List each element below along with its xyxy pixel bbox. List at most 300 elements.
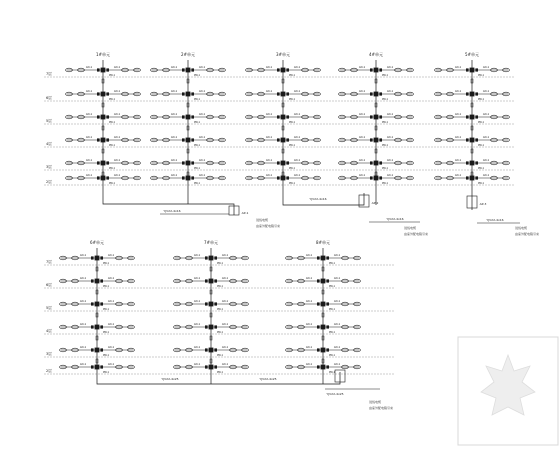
- junction-box: [470, 138, 475, 143]
- feed-label: YJV22-4x25: [259, 377, 277, 381]
- column-header: 2#单元: [181, 52, 195, 57]
- junction-box: [95, 279, 100, 284]
- branch-label: AD-1: [265, 174, 273, 177]
- branch-label: AD-1: [85, 159, 93, 162]
- riser-tag: PW-1: [381, 98, 389, 101]
- breaker-left: [205, 302, 208, 305]
- riser-tag: PW-1: [288, 98, 296, 101]
- branch-label: AD-1: [113, 66, 121, 69]
- breaker-right: [100, 348, 103, 351]
- breaker-left: [317, 302, 320, 305]
- branch-label: AD-1: [265, 136, 273, 139]
- riser-tag: PW-1: [102, 354, 110, 357]
- breaker-right: [475, 68, 478, 71]
- branch-label: AD-1: [454, 66, 462, 69]
- riser-tag: PW-1: [102, 371, 110, 374]
- column-header: 5#单元: [465, 52, 479, 57]
- breaker-left: [370, 161, 373, 164]
- branch-label: AD-1: [113, 113, 121, 116]
- note-line: 由室外配电箱引来: [515, 232, 540, 236]
- note-line: 由室外配电箱引来: [256, 224, 281, 228]
- branch-label: AD-1: [107, 346, 115, 349]
- floor-label: 3层: [46, 165, 52, 169]
- riser-tag: PW-1: [328, 262, 336, 265]
- junction-box: [209, 348, 214, 353]
- branch-label: AD-1: [293, 66, 301, 69]
- branch-label: AD-1: [333, 254, 341, 257]
- riser-tag: PW-1: [328, 285, 336, 288]
- riser-tag: PW-1: [108, 144, 116, 147]
- branch-label: AD-1: [305, 323, 313, 326]
- breaker-right: [326, 256, 329, 259]
- branch-label: AD-1: [454, 136, 462, 139]
- floor-label: 3层: [46, 352, 52, 356]
- riser-column: [246, 51, 321, 196]
- breaker-right: [214, 302, 217, 305]
- breaker-right: [106, 115, 109, 118]
- branch-label: AD-1: [305, 363, 313, 366]
- riser-tag: PW-1: [477, 98, 485, 101]
- junction-box: [209, 365, 214, 370]
- branch-label: AD-1: [113, 136, 121, 139]
- branch-label: AD-1: [170, 66, 178, 69]
- branch-label: AD-1: [482, 113, 490, 116]
- riser-column: [66, 51, 141, 196]
- riser-tag: PW-1: [477, 144, 485, 147]
- junction-box: [209, 302, 214, 307]
- branch-label: AD-1: [193, 323, 201, 326]
- riser-tag: PW-1: [102, 262, 110, 265]
- breaker-right: [191, 138, 194, 141]
- breaker-left: [97, 68, 100, 71]
- breaker-left: [91, 365, 94, 368]
- breaker-right: [106, 176, 109, 179]
- floor-label: 5层: [46, 306, 52, 310]
- riser-tag: PW-1: [381, 74, 389, 77]
- branch-label: AD-1: [358, 136, 366, 139]
- branch-label: AD-1: [482, 66, 490, 69]
- breaker-right: [326, 348, 329, 351]
- branch-label: AD-1: [305, 254, 313, 257]
- breaker-right: [286, 68, 289, 71]
- branch-label: AD-1: [193, 363, 201, 366]
- junction-box: [321, 256, 326, 261]
- junction-box: [186, 68, 191, 73]
- branch-label: AD-1: [293, 159, 301, 162]
- riser-column: [339, 51, 414, 196]
- riser-tag: PW-1: [108, 182, 116, 185]
- feed-label: YJV22-4x16: [386, 217, 404, 221]
- branch-label: AD-1: [221, 277, 229, 280]
- breaker-right: [475, 115, 478, 118]
- breaker-right: [326, 302, 329, 305]
- column-header: 7#单元: [204, 240, 218, 245]
- branch-label: AD-1: [265, 159, 273, 162]
- branch-label: AD-1: [482, 90, 490, 93]
- junction-box: [186, 115, 191, 120]
- riser-column: [151, 51, 226, 196]
- breaker-left: [466, 138, 469, 141]
- branch-label: AD-1: [107, 277, 115, 280]
- breaker-left: [182, 161, 185, 164]
- breaker-right: [286, 115, 289, 118]
- branch-label: AD-1: [482, 136, 490, 139]
- breaker-left: [370, 138, 373, 141]
- riser-tag: PW-1: [477, 121, 485, 124]
- branch-label: AD-1: [333, 323, 341, 326]
- junction-box: [374, 92, 379, 97]
- breaker-right: [379, 92, 382, 95]
- junction-box: [374, 138, 379, 143]
- branch-label: AD-1: [79, 300, 87, 303]
- feed-label: YJV22-4x25: [326, 392, 344, 396]
- branch-label: AD-1: [482, 174, 490, 177]
- floor-label: 4层: [46, 142, 52, 146]
- breaker-right: [191, 161, 194, 164]
- branch-label: AD-1: [265, 66, 273, 69]
- floor-label: 4层: [46, 329, 52, 333]
- breaker-right: [475, 92, 478, 95]
- riser-tag: PW-1: [216, 331, 224, 334]
- riser-tag: PW-1: [193, 98, 201, 101]
- breaker-left: [370, 92, 373, 95]
- branch-label: AD-1: [482, 159, 490, 162]
- junction-box: [374, 115, 379, 120]
- riser-tag: PW-1: [216, 285, 224, 288]
- breaker-left: [182, 68, 185, 71]
- junction-box: [95, 302, 100, 307]
- riser-tag: PW-1: [328, 308, 336, 311]
- branch-label: AD-1: [113, 174, 121, 177]
- breaker-left: [370, 68, 373, 71]
- breaker-left: [466, 176, 469, 179]
- branch-label: AD-1: [221, 323, 229, 326]
- breaker-left: [91, 256, 94, 259]
- breaker-right: [191, 92, 194, 95]
- floor-label: 7层: [46, 260, 52, 264]
- branch-label: AD-1: [386, 136, 394, 139]
- junction-box: [95, 325, 100, 330]
- breaker-right: [100, 325, 103, 328]
- breaker-right: [286, 176, 289, 179]
- riser-columns: [60, 51, 510, 380]
- junction-box: [321, 348, 326, 353]
- watermark-star-icon: [481, 355, 535, 415]
- note-line: 进线电缆: [256, 218, 269, 222]
- breaker-right: [106, 68, 109, 71]
- breaker-right: [191, 115, 194, 118]
- branch-label: AD-1: [193, 277, 201, 280]
- note-line: 由室外配电箱引来: [369, 406, 394, 410]
- feed-label: YJV22-4x16: [486, 218, 504, 222]
- branch-label: AD-1: [386, 159, 394, 162]
- riser-tag: PW-1: [381, 167, 389, 170]
- junction-box: [321, 365, 326, 370]
- branch-label: AD-1: [454, 174, 462, 177]
- junction-box: [470, 176, 475, 181]
- branch-label: AD-1: [79, 363, 87, 366]
- branch-label: AD-1: [358, 174, 366, 177]
- breaker-left: [97, 161, 100, 164]
- breaker-left: [466, 68, 469, 71]
- branch-label: AD-1: [193, 300, 201, 303]
- breaker-right: [106, 138, 109, 141]
- branch-label: AD-1: [305, 277, 313, 280]
- branch-label: AD-1: [198, 90, 206, 93]
- breaker-right: [191, 176, 194, 179]
- riser-column: [435, 51, 510, 196]
- junction-box: [281, 161, 286, 166]
- note-line: 进线电缆: [515, 226, 528, 230]
- breaker-left: [182, 176, 185, 179]
- riser-tag: PW-1: [328, 354, 336, 357]
- riser-tag: PW-1: [288, 182, 296, 185]
- breaker-right: [106, 92, 109, 95]
- breaker-left: [277, 138, 280, 141]
- junction-box: [101, 68, 106, 73]
- riser-column: [286, 239, 361, 380]
- breaker-left: [370, 115, 373, 118]
- junction-box: [321, 325, 326, 330]
- junction-box: [281, 92, 286, 97]
- breaker-left: [277, 176, 280, 179]
- breaker-left: [205, 279, 208, 282]
- branch-label: AD-1: [107, 300, 115, 303]
- riser-column: [60, 239, 135, 380]
- branch-label: AD-1: [79, 346, 87, 349]
- riser-tag: PW-1: [108, 167, 116, 170]
- feed-label: YJV22-4x25: [161, 377, 179, 381]
- branch-label: AD-1: [454, 90, 462, 93]
- branch-label: AD-1: [454, 113, 462, 116]
- branch-label: AD-1: [85, 66, 93, 69]
- breaker-right: [286, 138, 289, 141]
- breaker-right: [475, 161, 478, 164]
- breaker-right: [106, 161, 109, 164]
- junction-box: [374, 176, 379, 181]
- branch-label: AD-1: [113, 159, 121, 162]
- riser-tag: PW-1: [477, 74, 485, 77]
- junction-box: [321, 279, 326, 284]
- breaker-left: [91, 348, 94, 351]
- junction-box: [321, 302, 326, 307]
- breaker-right: [286, 161, 289, 164]
- branch-label: AD-1: [198, 174, 206, 177]
- branch-label: AD-1: [170, 136, 178, 139]
- breaker-right: [214, 348, 217, 351]
- branch-label: AD-1: [333, 363, 341, 366]
- breaker-left: [97, 176, 100, 179]
- branch-label: AD-1: [193, 254, 201, 257]
- branch-label: AD-1: [107, 363, 115, 366]
- riser-tag: PW-1: [108, 74, 116, 77]
- breaker-left: [205, 365, 208, 368]
- branch-label: AD-1: [85, 136, 93, 139]
- breaker-left: [317, 256, 320, 259]
- breaker-right: [214, 279, 217, 282]
- riser-tag: PW-1: [193, 121, 201, 124]
- riser-tag: PW-1: [216, 308, 224, 311]
- branch-label: AD-1: [293, 113, 301, 116]
- branch-label: AD-1: [107, 323, 115, 326]
- branch-label: AD-1: [221, 254, 229, 257]
- breaker-right: [100, 365, 103, 368]
- junction-box: [95, 256, 100, 261]
- branch-label: AD-1: [386, 90, 394, 93]
- riser-tag: PW-1: [328, 371, 336, 374]
- branch-label: AD-1: [386, 113, 394, 116]
- breaker-right: [326, 279, 329, 282]
- breaker-right: [379, 68, 382, 71]
- riser-tag: PW-1: [102, 331, 110, 334]
- branch-label: AD-1: [198, 113, 206, 116]
- junction-box: [209, 279, 214, 284]
- column-header: 3#单元: [276, 52, 290, 57]
- breaker-left: [370, 176, 373, 179]
- junction-box: [101, 138, 106, 143]
- branch-label: AD-1: [198, 159, 206, 162]
- riser-tag: PW-1: [328, 331, 336, 334]
- branch-label: AD-1: [170, 113, 178, 116]
- branch-label: AD-1: [221, 346, 229, 349]
- note-line: 进线电缆: [369, 400, 382, 404]
- junction-box: [470, 68, 475, 73]
- breaker-left: [205, 348, 208, 351]
- riser-tag: PW-1: [288, 74, 296, 77]
- panel-label: AP-2: [371, 201, 379, 205]
- branch-label: AD-1: [107, 254, 115, 257]
- column-header: 6#单元: [90, 240, 104, 245]
- branch-label: AD-1: [386, 174, 394, 177]
- breaker-left: [91, 279, 94, 282]
- breaker-left: [317, 365, 320, 368]
- branch-label: AD-1: [170, 90, 178, 93]
- junction-box: [281, 176, 286, 181]
- riser-tag: PW-1: [381, 144, 389, 147]
- junction-box: [186, 92, 191, 97]
- breaker-left: [317, 348, 320, 351]
- breaker-right: [326, 325, 329, 328]
- junction-box: [209, 256, 214, 261]
- feed-label: YJV22-4x16: [309, 197, 327, 201]
- branch-label: AD-1: [265, 113, 273, 116]
- riser-tag: PW-1: [381, 182, 389, 185]
- junction-box: [209, 325, 214, 330]
- junction-box: [101, 115, 106, 120]
- breaker-right: [214, 256, 217, 259]
- branch-label: AD-1: [265, 90, 273, 93]
- breaker-right: [286, 92, 289, 95]
- column-header: 8#单元: [316, 240, 330, 245]
- branch-label: AD-1: [198, 136, 206, 139]
- branch-label: AD-1: [358, 66, 366, 69]
- breaker-left: [97, 138, 100, 141]
- branch-label: AD-1: [333, 346, 341, 349]
- junction-box: [281, 68, 286, 73]
- riser-tag: PW-1: [288, 167, 296, 170]
- note-line: 进线电缆: [404, 226, 417, 230]
- breaker-left: [277, 115, 280, 118]
- breaker-left: [91, 302, 94, 305]
- panel-label: AP-1: [241, 211, 249, 215]
- riser-tag: PW-1: [102, 285, 110, 288]
- breaker-left: [277, 68, 280, 71]
- breaker-right: [379, 176, 382, 179]
- breaker-right: [191, 68, 194, 71]
- branch-label: AD-1: [198, 66, 206, 69]
- floor-label: 2层: [46, 180, 52, 184]
- breaker-left: [97, 115, 100, 118]
- junction-box: [186, 138, 191, 143]
- branch-label: AD-1: [305, 300, 313, 303]
- branch-label: AD-1: [170, 174, 178, 177]
- junction-box: [101, 92, 106, 97]
- branch-label: AD-1: [85, 113, 93, 116]
- junction-box: [374, 68, 379, 73]
- branch-label: AD-1: [293, 174, 301, 177]
- riser-tag: PW-1: [108, 98, 116, 101]
- branch-label: AD-1: [293, 90, 301, 93]
- breaker-right: [326, 365, 329, 368]
- junction-box: [470, 92, 475, 97]
- branch-label: AD-1: [79, 323, 87, 326]
- junction-box: [95, 365, 100, 370]
- breaker-left: [317, 325, 320, 328]
- breaker-left: [466, 115, 469, 118]
- riser-tag: PW-1: [477, 182, 485, 185]
- riser-tag: PW-1: [193, 74, 201, 77]
- floor-label: 5层: [46, 119, 52, 123]
- riser-tag: PW-1: [193, 182, 201, 185]
- branch-label: AD-1: [193, 346, 201, 349]
- riser-tag: PW-1: [193, 167, 201, 170]
- riser-tag: PW-1: [216, 371, 224, 374]
- floor-label: 7层: [46, 72, 52, 76]
- breaker-left: [182, 138, 185, 141]
- branch-label: AD-1: [79, 254, 87, 257]
- branch-label: AD-1: [305, 346, 313, 349]
- junction-box: [470, 115, 475, 120]
- breaker-right: [475, 176, 478, 179]
- breaker-left: [317, 279, 320, 282]
- branch-label: AD-1: [386, 66, 394, 69]
- floor-label: 2层: [46, 369, 52, 373]
- breaker-left: [277, 92, 280, 95]
- breaker-right: [100, 279, 103, 282]
- riser-tag: PW-1: [108, 121, 116, 124]
- branch-label: AD-1: [85, 90, 93, 93]
- breaker-left: [91, 325, 94, 328]
- branch-label: AD-1: [170, 159, 178, 162]
- junction-box: [101, 161, 106, 166]
- breaker-left: [466, 161, 469, 164]
- branch-label: AD-1: [358, 90, 366, 93]
- branch-label: AD-1: [113, 90, 121, 93]
- branch-label: AD-1: [293, 136, 301, 139]
- breaker-left: [277, 161, 280, 164]
- feed-label: YJV22-4x16: [163, 209, 181, 213]
- breaker-right: [100, 302, 103, 305]
- riser-column: [174, 239, 249, 380]
- breaker-right: [379, 115, 382, 118]
- branch-label: AD-1: [333, 300, 341, 303]
- breaker-right: [214, 365, 217, 368]
- riser-tag: PW-1: [216, 354, 224, 357]
- junction-box: [281, 115, 286, 120]
- junction-box: [281, 138, 286, 143]
- column-header: 1#单元: [96, 52, 110, 57]
- riser-tag: PW-1: [381, 121, 389, 124]
